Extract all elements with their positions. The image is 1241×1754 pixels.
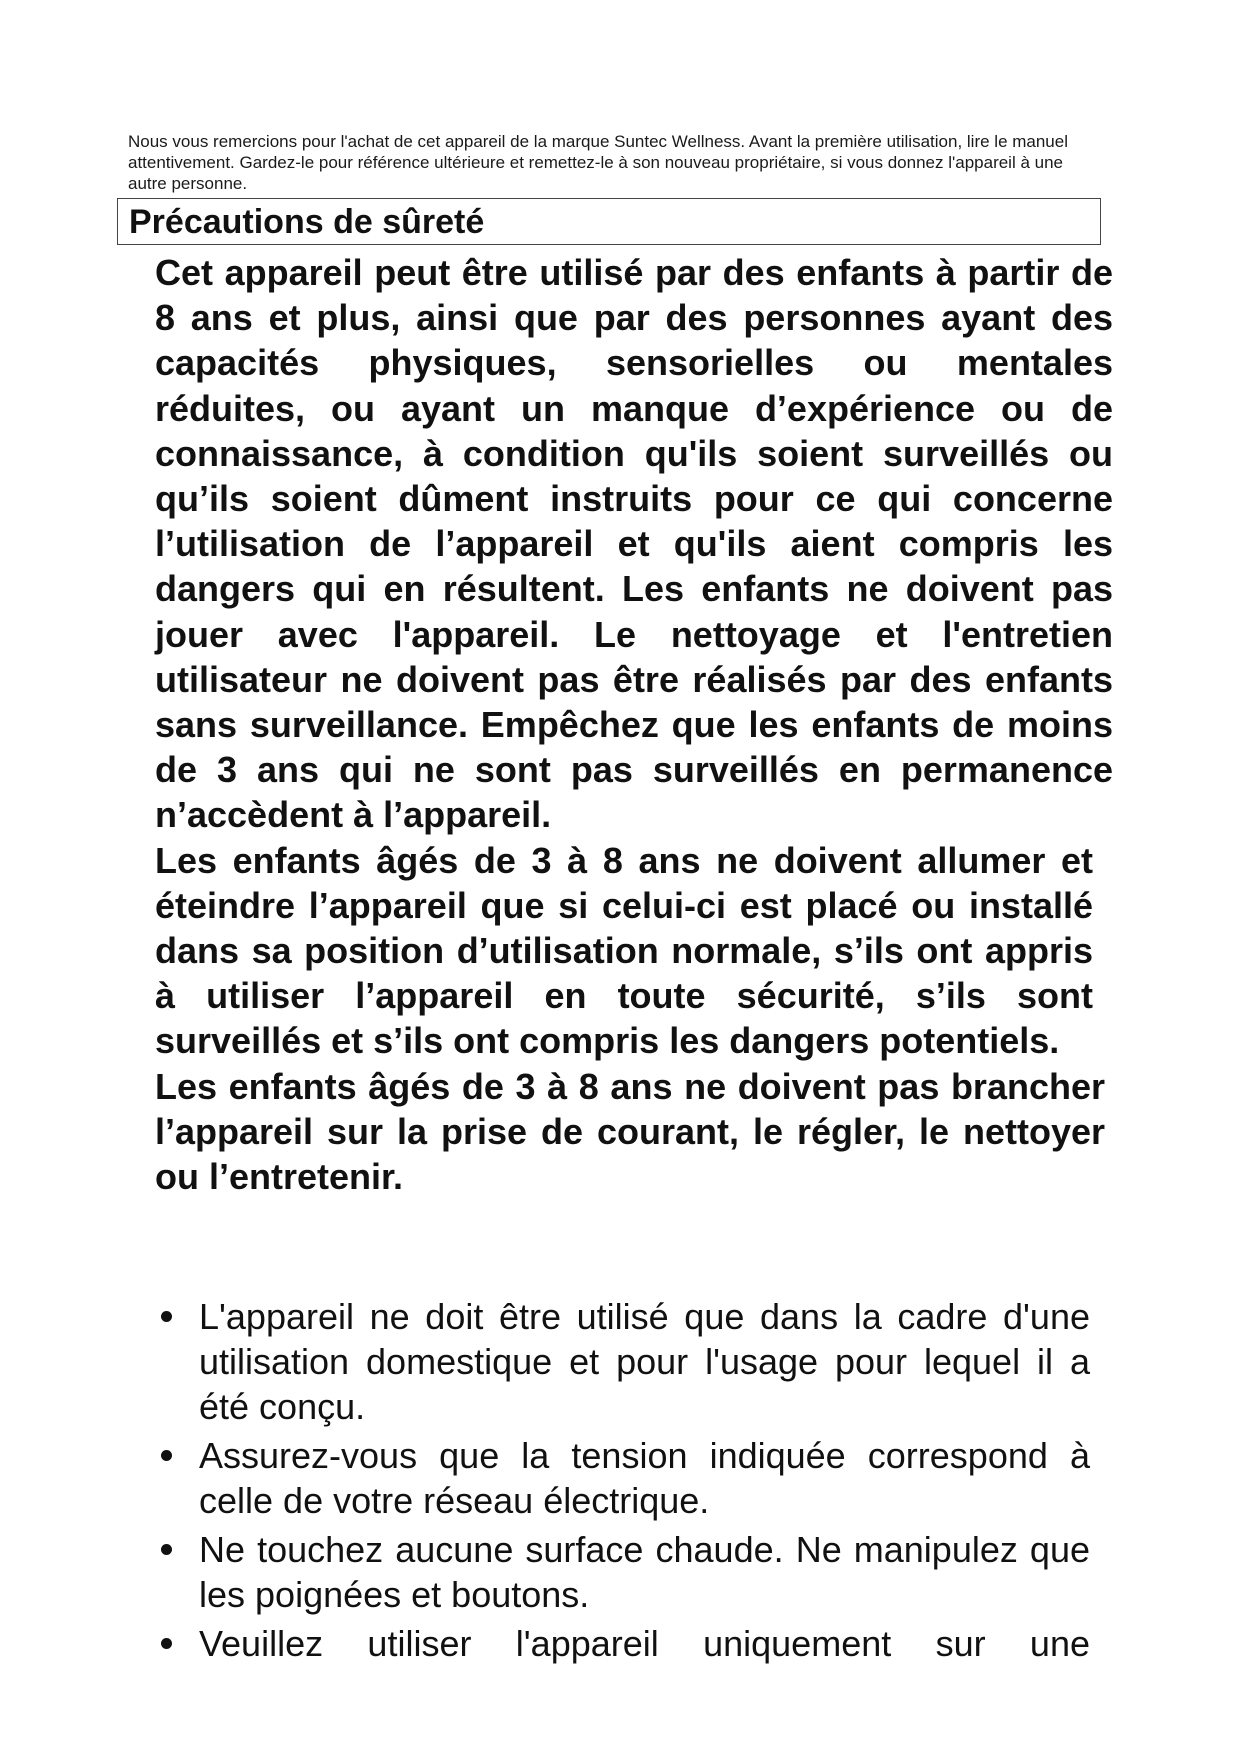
warning-paragraph: Cet appareil peut être utilisé par des enfants à partir de 8 ans et plus, ainsi que par des personnes ayant des capacités physiques, sensorielles ou mentales réduites, ou ayant un manque d’expérience ou de connaissance, à condition qu'ils soient surveillés ou qu’ils soient dûment instruits pour ce qui concerne l’utilisation de l’appareil et qu'ils aient compris les dangers qui en résultent. Les enfants ne doivent pas jouer avec l'appareil. Le nettoyage et l'entretien utilisateur ne doivent pas être réalisés par des enfants sans surveillance. Empêchez que les enfants de moins de 3 ans qui ne sont pas surveillés en permanence n’accèdent à l’appareil. xyxy=(155,252,1113,836)
warning-paragraph: Les enfants âgés de 3 à 8 ans ne doivent allumer et éteindre l’appareil que si celui-ci est placé ou installé dans sa position d’utilisation normale, s’ils ont appris à utiliser l’appareil en toute sécurité, s’ils sont surveillés et s’ils ont compris les dangers potentiels. xyxy=(155,839,1093,1062)
section-heading-box xyxy=(117,198,1101,245)
list-item xyxy=(155,1294,1090,1429)
bullet-icon xyxy=(161,1544,172,1555)
bullet-icon xyxy=(161,1311,172,1322)
warning-block xyxy=(155,250,1115,1199)
list-item-text: Veuillez utiliser l'appareil uniquement sur une xyxy=(199,1623,1090,1664)
list-item xyxy=(155,1527,1090,1617)
precautions-list xyxy=(155,1294,1090,1670)
list-item-text: Ne touchez aucune surface chaude. Ne manipulez que les poignées et boutons. xyxy=(199,1529,1090,1615)
list-item-text: L'appareil ne doit être utilisé que dans la cadre d'une utilisation domestique et pour l'usage pour lequel il a été conçu. xyxy=(199,1296,1090,1427)
section-heading: Précautions de sûreté xyxy=(129,203,485,241)
bullet-icon xyxy=(161,1450,172,1461)
list-item xyxy=(155,1621,1090,1666)
intro-paragraph: Nous vous remercions pour l'achat de cet appareil de la marque Suntec Wellness. Avant la première utilisation, lire le manuel attentivement. Gardez-le pour référence ultérieure et remettez-le à son nouveau propriétaire, si vous donnez l'appareil à une autre personne. xyxy=(128,132,1068,193)
warning-paragraph: Les enfants âgés de 3 à 8 ans ne doivent pas brancher l’appareil sur la prise de courant, le régler, le nettoyer ou l’entretenir. xyxy=(155,1065,1105,1198)
list-item-text: Assurez-vous que la tension indiquée correspond à celle de votre réseau électrique. xyxy=(199,1435,1090,1521)
list-item xyxy=(155,1433,1090,1523)
bullet-icon xyxy=(161,1638,172,1649)
